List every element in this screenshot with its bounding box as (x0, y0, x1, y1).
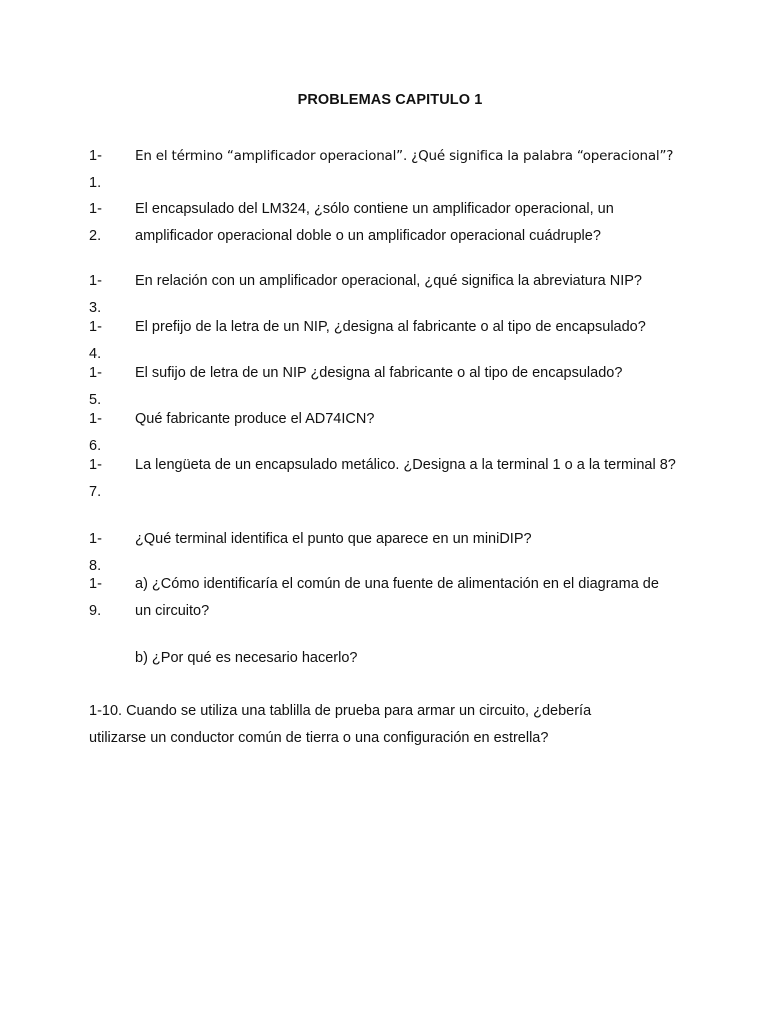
question-number: 1-1. (89, 148, 102, 191)
question-text: En el término “amplificador operacional”. ¿Qué significa la palabra “operacional”? (135, 148, 674, 164)
question-text: En relación con un amplificador operacional, ¿qué significa la abreviatura NIP? (135, 273, 642, 289)
question-text: El prefijo de la letra de un NIP, ¿designa al fabricante o al tipo de encapsulado? (135, 319, 646, 335)
question-text: El encapsulado del LM324, ¿sólo contiene un amplificador operacional, un amplificador operacional doble o un amplificador operacional cuádruple? (135, 201, 614, 244)
question-text: Qué fabricante produce el AD74ICN? (135, 411, 375, 427)
question-text: La lengüeta de un encapsulado metálico. ¿Designa a la terminal 1 o a la terminal 8? (135, 457, 676, 473)
question-number: 1-5. (89, 365, 102, 408)
question-number: 1-8. (89, 531, 102, 574)
question-text: a) ¿Cómo identificaría el común de una fuente de alimentación en el diagrama de un circuito? (135, 576, 659, 619)
question-text: El sufijo de letra de un NIP ¿designa al fabricante o al tipo de encapsulado? (135, 365, 623, 381)
page-title: PROBLEMAS CAPITULO 1 (297, 92, 483, 108)
question-number: 1-6. (89, 411, 102, 454)
question-number: 1-7. (89, 457, 102, 500)
question-number: 1-2. (89, 201, 102, 244)
question-1-10: 1-10. Cuando se utiliza una tablilla de prueba para armar un circuito, ¿debería utilizarse un conductor común de tierra o una configuración en estrella? (89, 703, 592, 746)
question-text: ¿Qué terminal identifica el punto que aparece en un miniDIP? (135, 531, 532, 547)
question-number: 1-4. (89, 319, 102, 362)
question-number: 1-3. (89, 273, 102, 316)
question-1-9-b: b) ¿Por qué es necesario hacerlo? (135, 650, 358, 666)
question-number: 1-9. (89, 576, 102, 619)
